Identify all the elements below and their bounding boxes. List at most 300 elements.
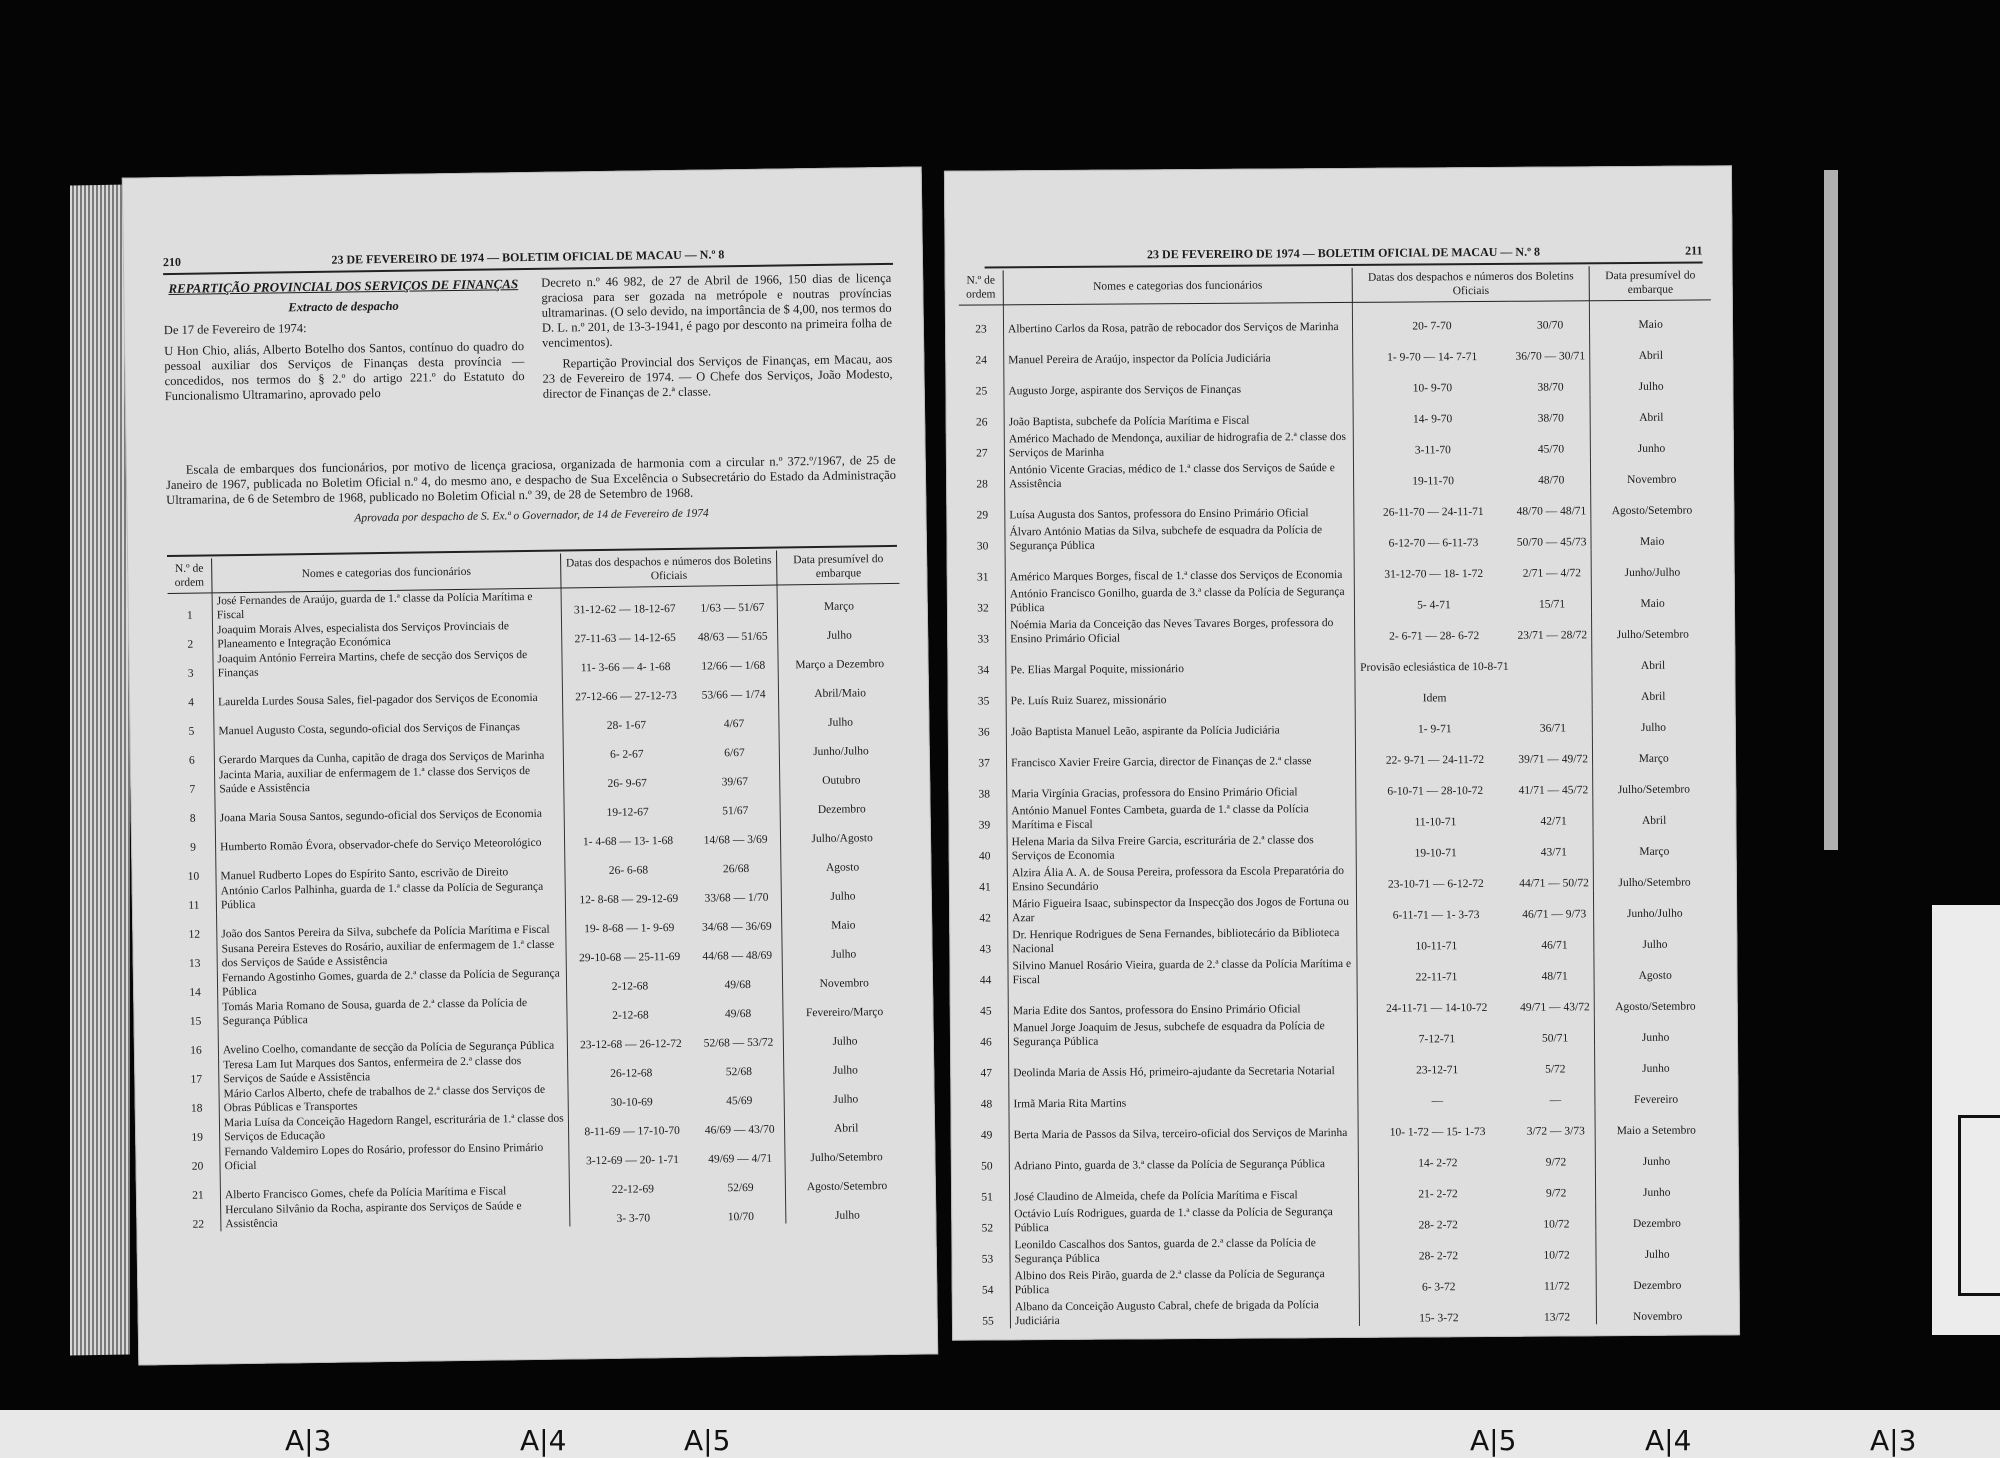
row-bulletin-number: 2/71 — 4/72 — [1513, 549, 1592, 581]
row-dispatch-date: 6-10-71 — 28-10-72 — [1387, 784, 1484, 798]
row-bulletin-number: 49/69 — 4/71 — [695, 1136, 785, 1166]
row-embark-date: Maio — [1639, 535, 1665, 548]
row-number: 40 — [963, 832, 1008, 863]
row-embark-date: Junho — [1641, 1031, 1670, 1044]
row-name: Irmã Maria Rita Martins — [1009, 1077, 1358, 1110]
row-embark-date: Maio — [1638, 318, 1663, 331]
row-bulletin-number: 14/68 — 3/69 — [691, 817, 781, 847]
row-number: 50 — [965, 1142, 1010, 1173]
row-number: 22 — [176, 1202, 221, 1232]
despacho-date: De 17 de Fevereiro de 1974: — [163, 321, 307, 338]
row-embark-date: Junho — [1637, 442, 1666, 455]
row-bulletin-number: 39/71 — 49/72 — [1514, 735, 1593, 767]
row-number: 10 — [171, 854, 216, 884]
row-dispatch-date: 6-11-71 — 1- 3-73 — [1392, 908, 1480, 922]
row-number: 53 — [965, 1235, 1010, 1266]
row-bulletin-number: 38/70 — [1511, 363, 1590, 395]
row-number: 37 — [962, 739, 1007, 770]
row-number: 7 — [170, 767, 215, 797]
row-dispatch-date: 23-10-71 — 6-12-72 — [1387, 877, 1484, 891]
extract-subheading: Extracto de despacho — [288, 298, 399, 315]
row-bulletin-number — [1513, 642, 1592, 674]
row-number: 51 — [965, 1173, 1010, 1204]
row-bulletin-number: 53/66 — 1/74 — [689, 672, 779, 702]
despacho-paragraph-1: U Hon Chio, aliás, Alberto Botelho dos Santos, contínuo do quadro do pessoal auxiliar dos Serviços de Finanças desta província — concedidos, nos termos do § 2.º do artigo 221.º do Estatuto do Funcionalismo Ultramarino, aprovado pelo — [164, 339, 525, 404]
row-name: José Fernandes de Araújo, guarda de 1.ª classe da Polícia Marítima e Fiscal — [212, 588, 561, 622]
row-number: 35 — [961, 677, 1006, 708]
col-header-embark: Data presumível do embarque — [777, 549, 900, 585]
row-name: Manuel Jorge Joaquim de Jesus, subchefe de esquadra da Polícia de Segurança Pública — [1008, 1015, 1357, 1048]
left-page-number: 210 — [162, 254, 182, 270]
row-embark-date: Agosto — [825, 860, 860, 874]
row-bulletin-number: 50/71 — [1516, 1014, 1595, 1046]
row-bulletin-number: 36/71 — [1514, 704, 1593, 736]
row-bulletin-number: 13/72 — [1518, 1293, 1597, 1325]
row-name: Noémia Maria da Conceição das Neves Tavares Borges, professora do Ensino Primário Oficial — [1006, 612, 1355, 645]
row-name: Adriano Pinto, guarda de 3.ª classe da Polícia de Segurança Pública — [1009, 1139, 1358, 1172]
row-bulletin-number: 23/71 — 28/72 — [1513, 611, 1592, 643]
row-embark-date: Julho — [1638, 380, 1664, 393]
row-dispatch-date: 27-12-66 — 27-12-73 — [575, 689, 677, 703]
row-name: Albano da Conceição Augusto Cabral, chefe de brigada da Polícia Judiciária — [1010, 1294, 1359, 1327]
row-dispatch-date: 19-10-71 — [1414, 846, 1457, 859]
row-dispatch-date: 14- 9-70 — [1412, 412, 1453, 425]
row-number: 24 — [959, 336, 1004, 367]
row-embark-date: Abril — [1640, 659, 1666, 672]
film-mark: A|5 — [684, 1424, 731, 1457]
row-dispatch-date: 5- 4-71 — [1417, 598, 1451, 611]
row-bulletin-number: 45/70 — [1512, 425, 1591, 457]
row-bulletin-number: 10/70 — [696, 1194, 786, 1224]
row-dispatch-date: 22-11-71 — [1415, 970, 1458, 983]
row-bulletin-number: 46/71 — 9/73 — [1515, 890, 1594, 922]
row-number: 54 — [966, 1266, 1011, 1297]
row-name: João dos Santos Pereira da Silva, subchefe da Polícia Marítima e Fiscal — [217, 907, 566, 941]
row-dispatch-date: 12- 8-68 — 29-12-69 — [579, 892, 679, 906]
row-bulletin-number: 10/72 — [1517, 1231, 1596, 1263]
row-bulletin-number: 52/68 — [694, 1049, 784, 1079]
film-mark: A|4 — [1645, 1424, 1692, 1457]
row-bulletin-number: 5/72 — [1516, 1045, 1595, 1077]
row-embark-date: Agosto/Setembro — [1611, 504, 1693, 517]
row-name: António Carlos Palhinha, guarda de 1.ª classe da Polícia de Segurança Pública — [216, 878, 565, 912]
row-name: Deolinda Maria de Assis Hó, primeiro-ajudante da Secretaria Notarial — [1009, 1046, 1358, 1079]
row-name: Manuel Augusto Costa, segundo-oficial dos Serviços de Finanças — [214, 704, 563, 738]
row-bulletin-number: 9/72 — [1517, 1138, 1596, 1170]
row-name: Teresa Lam Iut Marques dos Santos, enfermeira de 2.ª classe dos Serviços de Saúde e Assistência — [219, 1052, 568, 1086]
row-bulletin-number: 51/67 — [690, 788, 780, 818]
row-embark-date: Julho/Agosto — [811, 831, 873, 845]
row-embark-date: Julho/Setembro — [1617, 783, 1691, 796]
row-dispatch-date: 31-12-62 — 18-12-67 — [573, 602, 676, 616]
row-dispatch-date: 6- 2-67 — [609, 747, 644, 761]
row-dispatch-date: 31-12-70 — 18- 1-72 — [1384, 567, 1484, 581]
row-name: Américo Machado de Mendonça, auxiliar de hidrografia de 2.ª classe dos Serviços de Marinha — [1004, 426, 1353, 459]
row-embark-date: Agosto/Setembro — [806, 1179, 888, 1193]
row-number: 15 — [173, 999, 218, 1029]
row-bulletin-number: 52/69 — [696, 1165, 786, 1195]
left-embarkation-table — [167, 549, 908, 1232]
row-bulletin-number: 46/69 — 43/70 — [695, 1107, 785, 1137]
row-number: 30 — [960, 522, 1005, 553]
row-name: António Francisco Gonilho, guarda de 3.ª classe da Polícia de Segurança Pública — [1005, 581, 1354, 614]
row-number: 25 — [959, 367, 1004, 398]
row-name: Octávio Luís Rodrigues, guarda de 1.ª classe da Polícia de Segurança Pública — [1010, 1201, 1359, 1234]
row-bulletin-number: 1/63 — 51/67 — [687, 585, 777, 615]
row-embark-date: Julho/Setembro — [1616, 628, 1689, 641]
row-bulletin-number: 26/68 — [691, 846, 781, 876]
row-name: Manuel Pereira de Araújo, inspector da Polícia Judiciária — [1004, 333, 1353, 366]
row-dispatch-date: 1- 4-68 — 13- 1-68 — [582, 834, 674, 848]
row-name: José Claudino de Almeida, chefe da Polícia Marítima e Fiscal — [1009, 1170, 1358, 1203]
row-number: 43 — [963, 925, 1008, 956]
row-bulletin-number: 48/63 — 51/65 — [688, 614, 778, 644]
row-number: 8 — [170, 796, 215, 826]
row-bulletin-number: 36/70 — 30/71 — [1511, 332, 1590, 364]
row-name: Susana Pereira Esteves do Rosário, auxiliar de enfermagem de 1.ª classe dos Serviços de Saúde e Assistência — [217, 936, 566, 970]
row-name: João Baptista Manuel Leão, aspirante da Polícia Judiciária — [1006, 705, 1355, 738]
row-dispatch-date: 11- 3-66 — 4- 1-68 — [580, 660, 671, 674]
row-number: 42 — [963, 894, 1008, 925]
despacho-column-right — [541, 271, 893, 408]
row-name: Albertino Carlos da Rosa, patrão de rebocador dos Serviços de Marinha — [1003, 302, 1352, 335]
row-bulletin-number: 42/71 — [1514, 797, 1593, 829]
row-embark-date: Julho — [833, 1092, 859, 1106]
row-dispatch-date: 20- 7-70 — [1412, 319, 1452, 332]
row-embark-date: Abril — [1639, 411, 1664, 424]
row-embark-date: Março — [823, 599, 855, 613]
row-number: 38 — [962, 770, 1007, 801]
row-number: 41 — [963, 863, 1008, 894]
row-dispatch-date: 22- 9-71 — 24-11-72 — [1385, 753, 1485, 767]
row-number: 21 — [176, 1173, 221, 1203]
row-bulletin-number: 9/72 — [1517, 1169, 1596, 1201]
row-embark-date: Maio — [831, 918, 856, 932]
row-number: 6 — [170, 738, 215, 768]
row-dispatch-date: 8-11-69 — 17-10-70 — [584, 1124, 680, 1138]
row-name: Laurelda Lurdes Sousa Sales, fiel-pagador dos Serviços de Economia — [213, 675, 562, 709]
row-dispatch-date: 24-11-71 — 14-10-72 — [1386, 1001, 1488, 1015]
row-embark-date: Julho/Setembro — [1618, 876, 1691, 889]
row-dispatch-date: 19-12-67 — [606, 805, 649, 819]
row-embark-date: Dezembro — [1632, 1217, 1681, 1230]
row-name: Maria Edite dos Santos, professora do Ensino Primário Oficial — [1008, 984, 1357, 1017]
row-dispatch-date: 1- 9-70 — 14- 7-71 — [1387, 350, 1478, 364]
row-number: 26 — [960, 398, 1005, 429]
right-embarkation-table — [959, 265, 1718, 1328]
row-name: António Vicente Gracias, médico de 1.ª classe dos Serviços de Saúde e Assistência — [1004, 457, 1353, 490]
row-number: 1 — [168, 593, 213, 623]
row-name: Pe. Luís Ruiz Suarez, missionário — [1006, 674, 1355, 707]
row-bulletin-number: 44/68 — 48/69 — [692, 933, 782, 963]
row-number: 11 — [172, 883, 217, 913]
row-dispatch-date: 29-10-68 — 25-11-69 — [579, 950, 681, 964]
row-name: António Manuel Fontes Cambeta, guarda de 1.ª classe da Polícia Marítima e Fiscal — [1007, 798, 1356, 831]
row-number: 45 — [964, 987, 1009, 1018]
row-embark-date: Julho — [827, 715, 854, 729]
approval-line: Aprovada por despacho de S. Ex.ª o Governador, de 14 de Fevereiro de 1974 — [354, 507, 709, 525]
row-dispatch-date: 21- 2-72 — [1418, 1187, 1458, 1200]
row-number: 3 — [168, 651, 213, 681]
col-header-number: N.º de ordem — [959, 270, 1004, 305]
row-dispatch-date: 2-12-68 — [612, 1008, 649, 1022]
despacho-paragraph-2: Decreto n.º 46 982, de 27 de Abril de 1966, 150 dias de licença graciosa para ser gozada na metrópole e noutras províncias ultramarinas. (O selo devido, na importância de $ 4,00, nos termos do D. L. n.º 201, de 13-3-1941, é pago por desconto na primeira folha de vencimentos). — [541, 270, 892, 350]
row-bulletin-number: 52/68 — 53/72 — [694, 1020, 784, 1050]
row-embark-date: Outubro — [822, 773, 861, 787]
row-embark-date: Agosto — [1638, 969, 1672, 982]
row-dispatch-date: 1- 9-71 — [1417, 722, 1452, 735]
right-running-title: 23 DE FEVEREIRO DE 1974 — BOLETIM OFICIAL DE MACAU — N.º 8 — [1146, 244, 1541, 262]
row-embark-date: Julho — [831, 947, 857, 961]
row-embark-date: Novembro — [1627, 473, 1677, 486]
row-number: 23 — [959, 305, 1004, 336]
row-bulletin-number: 10/72 — [1517, 1200, 1596, 1232]
row-bulletin-number: 49/71 — 43/72 — [1516, 983, 1595, 1015]
row-number: 34 — [961, 646, 1006, 677]
left-running-title: 23 DE FEVEREIRO DE 1974 — BOLETIM OFICIAL DE MACAU — N.º 8 — [331, 247, 725, 267]
row-embark-date: Junho — [1642, 1155, 1671, 1168]
row-name: Jacinta Maria, auxiliar de enfermagem de 1.ª classe dos Serviços de Saúde e Assistência — [214, 762, 563, 796]
row-name: Luísa Augusta dos Santos, professora do Ensino Primário Oficial — [1005, 488, 1354, 521]
row-name: Maria Luísa da Conceição Hagedorn Rangel, escriturária de 1.ª classe dos Serviços de Educação — [219, 1110, 568, 1144]
row-embark-date: Agosto/Setembro — [1615, 1000, 1696, 1013]
row-name: Manuel Rudberto Lopes do Espírito Santo, escrivão de Direito — [216, 849, 565, 883]
row-name: Leonildo Cascalhos dos Santos, guarda de 2.ª classe da Polícia de Segurança Pública — [1010, 1232, 1359, 1265]
row-dispatch-date: 6- 3-72 — [1421, 1280, 1456, 1293]
row-bulletin-number: 49/68 — [693, 991, 783, 1021]
row-dispatch-date: 3-12-69 — 20- 1-71 — [585, 1153, 680, 1167]
row-name: Mário Carlos Alberto, chefe de trabalhos de 2.ª classe dos Serviços de Obras Públicas e Transportes — [219, 1081, 568, 1115]
col-header-name: Nomes e categorias dos funcionários — [1003, 268, 1352, 305]
row-embark-date: Novembro — [819, 976, 869, 990]
row-name: Helena Maria da Silva Freire Garcia, escriturária de 2.ª classe dos Serviços de Economia — [1007, 829, 1356, 862]
right-page — [944, 165, 1740, 1340]
department-heading: REPARTIÇÃO PROVINCIAL DOS SERVIÇOS DE FINANÇAS — [168, 276, 519, 297]
col-header-number: N.º de ordem — [167, 558, 212, 593]
row-embark-date: Novembro — [1632, 1310, 1683, 1323]
col-header-dates: Datas dos despachos e números dos Boletins Oficiais — [561, 551, 778, 589]
row-embark-date: Julho/Setembro — [810, 1150, 883, 1164]
despacho-signature: Repartição Provincial dos Serviços de Finanças, em Macau, aos 23 de Fevereiro de 1974. — O Chefe dos Serviços, João Modesto, director de Finanças de 2.ª classe. — [542, 351, 893, 401]
row-name: Humberto Romão Évora, observador-chefe do Serviço Meteorológico — [215, 820, 564, 854]
col-header-dates: Datas dos despachos e números dos Boletins Oficiais — [1352, 266, 1590, 302]
row-dispatch-date: 2-12-68 — [611, 979, 649, 993]
row-dispatch-date: 7-12-71 — [1418, 1032, 1456, 1045]
row-embark-date: Junho — [1642, 1186, 1671, 1199]
row-dispatch-date: Provisão eclesiástica de 10-8-71 — [1360, 660, 1509, 674]
row-dispatch-date: 26- 6-68 — [608, 863, 649, 877]
row-bulletin-number: 11/72 — [1517, 1262, 1596, 1294]
row-number: 14 — [173, 970, 218, 1000]
row-number: 48 — [964, 1080, 1009, 1111]
row-number: 29 — [960, 491, 1005, 522]
row-bulletin-number: — — [1516, 1076, 1595, 1108]
row-dispatch-date: 30-10-69 — [610, 1095, 653, 1109]
row-embark-date: Fevereiro — [1633, 1093, 1679, 1106]
escala-intro — [166, 453, 897, 535]
row-number: 4 — [169, 680, 214, 710]
row-dispatch-date: 23-12-71 — [1416, 1063, 1459, 1076]
row-number: 13 — [172, 941, 217, 971]
row-name: Francisco Xavier Freire Garcia, director de Finanças de 2.ª classe — [1006, 736, 1355, 769]
right-page-number: 211 — [1685, 243, 1703, 258]
row-embark-date: Junho/Julho — [1624, 566, 1681, 579]
row-dispatch-date: 10- 9-70 — [1412, 381, 1453, 394]
row-bulletin-number: 43/71 — [1514, 828, 1593, 860]
row-name: Joana Maria Sousa Santos, segundo-oficial dos Serviços de Economia — [215, 791, 564, 825]
book-page-edges — [70, 184, 130, 1355]
row-embark-date: Abril — [833, 1121, 859, 1135]
row-number: 18 — [174, 1086, 219, 1116]
row-number: 36 — [962, 708, 1007, 739]
row-embark-date: Julho — [1642, 938, 1668, 951]
row-embark-date: Julho — [1644, 1248, 1670, 1261]
row-number: 49 — [964, 1111, 1009, 1142]
row-bulletin-number: 15/71 — [1513, 580, 1592, 612]
row-number: 46 — [964, 1018, 1009, 1049]
row-bulletin-number: 49/68 — [693, 962, 783, 992]
row-bulletin-number: 3/72 — 3/73 — [1516, 1107, 1595, 1139]
row-embark-date: Junho — [1642, 1062, 1670, 1075]
row-dispatch-date: 15- 3-72 — [1419, 1311, 1459, 1324]
row-name: Berta Maria de Passos da Silva, terceiro-oficial dos Serviços de Marinha — [1009, 1108, 1358, 1141]
row-number: 47 — [964, 1049, 1009, 1080]
microfilm-strip — [0, 1410, 2000, 1458]
row-name: Américo Marques Borges, fiscal de 1.ª classe dos Serviços de Economia — [1005, 550, 1354, 583]
row-number: 32 — [961, 584, 1006, 615]
row-name: Fernando Valdemiro Lopes do Rosário, professor do Ensino Primário Oficial — [220, 1139, 569, 1173]
row-embark-date: Junho/Julho — [1626, 907, 1683, 920]
row-embark-date: Abril — [1641, 814, 1667, 827]
escala-paragraph: Escala de embarques dos funcionários, por motivo de licença graciosa, organizada de harmonia com a circular n.º 372.º/1967, de 25 de Janeiro de 1967, publicada no Boletim Oficial n.º 4, do mesmo ano, e despacho de Sua Excelência o Subsecretário do Estado da Administração Ultramarina, de 6 de Setembro de 1968, publicado no Boletim Oficial n.º 39, de 28 de Setembro de 1968. — [165, 452, 897, 508]
row-embark-date: Abril/Maio — [814, 686, 867, 700]
row-bulletin-number: 39/67 — [690, 759, 780, 789]
row-bulletin-number — [1513, 673, 1592, 705]
row-bulletin-number: 50/70 — 45/73 — [1512, 518, 1591, 550]
row-dispatch-date: 28- 1-67 — [606, 718, 647, 732]
microfilm-frame-mark — [1958, 1115, 2000, 1296]
despacho-column-left — [163, 276, 525, 410]
row-embark-date: Julho — [826, 628, 852, 642]
row-dispatch-date: 10- 1-72 — 15- 1-73 — [1389, 1125, 1486, 1139]
row-name: Gerardo Marques da Cunha, capitão de draga dos Serviços de Marinha — [214, 733, 563, 767]
row-name: João Baptista, subchefe da Polícia Marítima e Fiscal — [1004, 395, 1353, 428]
row-name: Avelino Coelho, comandante de secção da Polícia de Segurança Pública — [218, 1023, 567, 1057]
row-number: 27 — [960, 429, 1005, 460]
row-embark-date: Dezembro — [1633, 1279, 1682, 1292]
page-fold-strip — [1824, 170, 1838, 850]
row-dispatch-date: 23-12-68 — 26-12-72 — [580, 1037, 682, 1051]
row-embark-date: Maio a Setembro — [1616, 1124, 1696, 1137]
row-dispatch-date: 22-12-69 — [611, 1182, 655, 1196]
row-bulletin-number: 38/70 — [1511, 394, 1590, 426]
row-embark-date: Julho — [830, 889, 856, 903]
row-dispatch-date: 6-12-70 — 6-11-73 — [1388, 536, 1479, 550]
row-dispatch-date: 3-11-70 — [1414, 443, 1451, 456]
row-bulletin-number: 45/69 — [694, 1078, 784, 1108]
row-number: 33 — [961, 615, 1006, 646]
row-number: 44 — [963, 956, 1008, 987]
row-dispatch-date: 3- 3-70 — [616, 1211, 651, 1225]
row-dispatch-date: 28- 2-72 — [1418, 1249, 1459, 1262]
row-name: Alzira Ália A. A. de Sousa Pereira, professora da Escola Preparatória do Ensino Secundário — [1007, 860, 1356, 893]
row-dispatch-date: 14- 2-72 — [1418, 1156, 1458, 1169]
right-running-header — [984, 243, 1703, 262]
row-name: Pe. Elias Margal Poquite, missionário — [1006, 643, 1355, 676]
row-number: 12 — [172, 912, 217, 942]
row-dispatch-date: Idem — [1422, 691, 1447, 704]
film-mark: A|5 — [1470, 1424, 1517, 1457]
row-dispatch-date: 11-10-71 — [1414, 815, 1457, 828]
row-number: 39 — [962, 801, 1007, 832]
row-number: 28 — [960, 460, 1005, 491]
row-bulletin-number: 34/68 — 36/69 — [692, 904, 782, 934]
row-bulletin-number: 46/71 — [1515, 921, 1594, 953]
col-header-embark: Data presumível do embarque — [1589, 265, 1710, 300]
row-embark-date: Julho — [1640, 721, 1666, 734]
row-bulletin-number: 48/71 — [1515, 952, 1594, 984]
row-name: Augusto Jorge, aspirante dos Serviços de Finanças — [1004, 364, 1353, 397]
row-dispatch-date: 10-11-71 — [1415, 939, 1458, 952]
row-number: 20 — [175, 1144, 220, 1174]
row-name: Joaquim António Ferreira Martins, chefe de secção dos Serviços de Finanças — [213, 646, 562, 680]
row-number: 2 — [168, 622, 213, 652]
row-dispatch-date: 26-11-70 — 24-11-71 — [1382, 505, 1484, 519]
row-embark-date: Maio — [1640, 597, 1665, 610]
col-header-name: Nomes e categorias dos funcionários — [212, 554, 561, 593]
row-embark-date: Julho — [832, 1034, 858, 1048]
row-bulletin-number: 30/70 — [1511, 301, 1590, 333]
row-embark-date: Julho — [834, 1208, 860, 1222]
row-embark-date: Março — [1638, 752, 1669, 765]
row-dispatch-date: 26- 9-67 — [607, 776, 647, 790]
film-mark: A|4 — [520, 1424, 567, 1457]
row-name: Silvino Manuel Rosário Vieira, guarda de 2.ª classe da Polícia Marítima e Fiscal — [1008, 953, 1357, 986]
row-bulletin-number: 48/70 — [1512, 456, 1591, 488]
left-running-header — [162, 245, 893, 270]
row-dispatch-date: — — [1431, 1094, 1444, 1107]
row-number: 16 — [174, 1028, 219, 1058]
row-number: 5 — [169, 709, 214, 739]
row-embark-date: Abril — [1641, 690, 1666, 703]
row-name: Fernando Agostinho Gomes, guarda de 2.ª classe da Polícia de Segurança Pública — [217, 965, 566, 999]
row-bulletin-number: 41/71 — 45/72 — [1514, 766, 1593, 798]
row-number: 55 — [966, 1297, 1011, 1328]
row-name: Álvaro António Matias da Silva, subchefe de esquadra da Polícia de Segurança Pública — [1005, 519, 1354, 552]
film-mark: A|3 — [285, 1424, 332, 1457]
row-dispatch-date: 19- 8-68 — 1- 9-69 — [584, 921, 675, 935]
row-embark-date: Abril — [1638, 349, 1664, 362]
left-page — [122, 166, 939, 1365]
row-dispatch-date: 26-12-68 — [610, 1066, 653, 1080]
row-name: Dr. Henrique Rodrigues de Sena Fernandes, bibliotecário da Biblioteca Nacional — [1008, 922, 1357, 955]
row-name: Tomás Maria Romano de Sousa, guarda de 2.ª classe da Polícia de Segurança Pública — [218, 994, 567, 1028]
row-number: 17 — [174, 1057, 219, 1087]
row-bulletin-number: 33/68 — 1/70 — [692, 875, 782, 905]
row-name: Alberto Francisco Gomes, chefe da Polícia Marítima e Fiscal — [220, 1168, 569, 1202]
row-number: 52 — [965, 1204, 1010, 1235]
row-name: Albino dos Reis Pirão, guarda de 2.ª classe da Polícia de Segurança Pública — [1010, 1263, 1359, 1296]
row-embark-date: Março — [1639, 845, 1670, 858]
row-embark-date: Março a Dezembro — [795, 657, 885, 671]
row-name: Maria Virgínia Gracias, professora do Ensino Primário Oficial — [1007, 767, 1356, 800]
row-dispatch-date: 27-11-63 — 14-12-65 — [574, 631, 676, 645]
row-bulletin-number: 48/70 — 48/71 — [1512, 487, 1591, 519]
row-bulletin-number: 4/67 — [689, 701, 779, 731]
row-name: Mário Figueira Isaac, subinspector da Inspecção dos Jogos de Fortuna ou Azar — [1007, 891, 1356, 924]
row-embark-date: Dezembro — [817, 802, 866, 816]
row-dispatch-date: 19-11-70 — [1412, 474, 1454, 488]
